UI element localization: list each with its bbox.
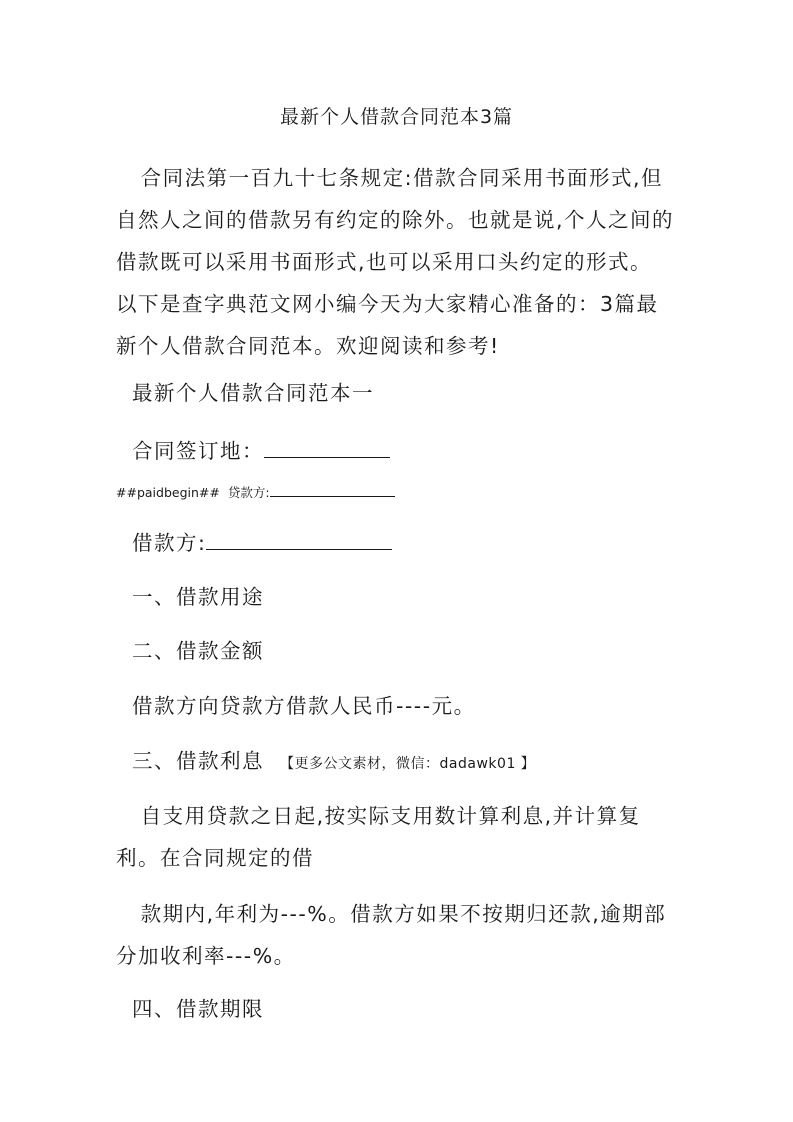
interest-line bbox=[132, 746, 535, 779]
intro-paragraph: 合同法第一百九十七条规定:借款合同采用书面形式,但自然人之间的借款另有约定的除外。也就是说,个人之间的借款既可以采用书面形式,也可以采用口头约定的形式。 以下是查字典范文网小编今天为大家精心准备的：3篇最新个人借款合同范本。欢迎阅读和参考! bbox=[116, 166, 675, 358]
sign-place-line bbox=[132, 436, 390, 466]
item-term: 四、借款期限 bbox=[132, 997, 264, 1021]
paid-lender-line bbox=[116, 484, 395, 502]
borrower-blank bbox=[206, 531, 392, 550]
item-purpose: 一、借款用途 bbox=[132, 585, 264, 609]
lender-label: 贷款方: bbox=[227, 485, 270, 500]
sign-place-blank bbox=[264, 439, 390, 458]
interest-paragraph-1: 自支用贷款之日起,按实际支用数计算利息,并计算复利。在合同规定的借 bbox=[116, 804, 641, 870]
lender-blank bbox=[270, 484, 395, 497]
paid-marker: ##paidbegin## bbox=[116, 485, 220, 500]
item-interest: 三、借款利息 bbox=[132, 749, 264, 773]
borrower-line bbox=[132, 528, 392, 558]
sign-place-label: 合同签订地： bbox=[132, 439, 264, 463]
ad-note: 【更多公文素材，微信：dadawk01 】 bbox=[280, 756, 536, 772]
document-title: 最新个人借款合同范本3篇 bbox=[279, 106, 514, 128]
borrower-label: 借款方: bbox=[132, 531, 207, 555]
amount-text: 借款方向贷款方借款人民币----元。 bbox=[132, 694, 476, 718]
item-amount: 二、借款金额 bbox=[132, 639, 264, 663]
section-title: 最新个人借款合同范本一 bbox=[132, 381, 374, 405]
interest-paragraph-2: 款期内,年利为---%。借款方如果不按期归还款,逾期部分加收利率---%。 bbox=[116, 902, 667, 968]
